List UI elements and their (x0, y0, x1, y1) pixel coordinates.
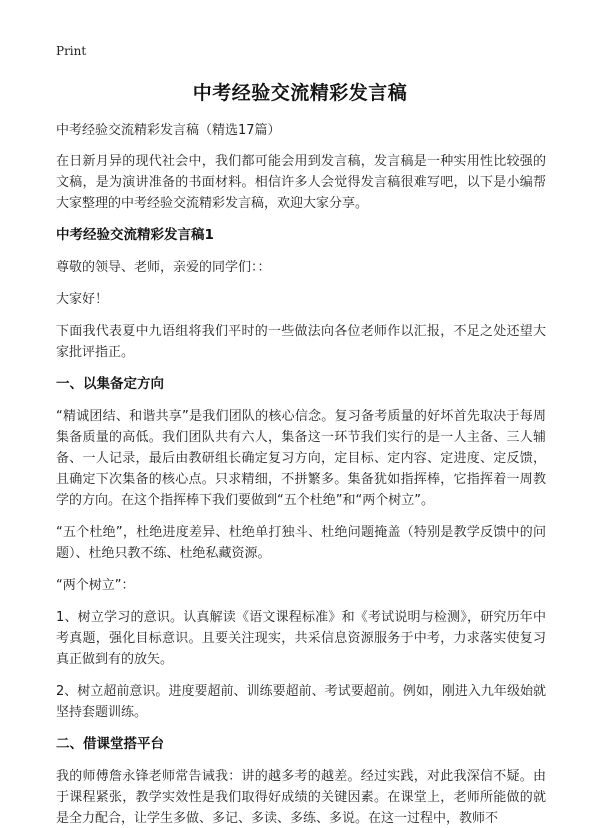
intro-paragraph: 在日新月异的现代社会中，我们都可能会用到发言稿，发言稿是一种实用性比较强的文稿，是为演讲准备的书面材料。相信许多人会觉得发言稿很难写吧，以下是小编帮大家整理的中考经验交流精彩发言稿，欢迎大家分享。 (56, 154, 546, 211)
page-title: 中考经验交流精彩发言稿 (192, 82, 408, 104)
section-heading: 二、借课堂搭平台 (56, 736, 164, 752)
section2-paragraph: 我的师傅詹永锋老师常告诫我：讲的越多考的越差。经过实践，对此我深信不疑。由于课程紧张，教学实效性是我们取得好成绩的关键因素。在课堂上，老师所能做的就是全力配合，让学生多做、多记、多读、多练、多说。在这一过程中，教师不 (56, 769, 546, 826)
article-heading: 中考经验交流精彩发言稿1 (56, 227, 214, 243)
greeting-paragraph: 尊敬的领导、老师，亲爱的同学们：： (56, 260, 271, 275)
article-subtitle: 中考经验交流精彩发言稿（精选17篇） (56, 123, 281, 138)
article-body (56, 120, 546, 828)
section1-paragraph: 1、树立学习的意识。认真解读《语文课程标准》和《考试说明与检测》，研究历年中考真题，强化目标意识。且要关注现实，共采信息资源服务于中考，力求落实使复习真正做到有的放矢。 (56, 610, 546, 667)
section1-paragraph: “两个树立”： (56, 578, 135, 593)
section1-paragraph: 2、树立超前意识。进度要超前、训练要超前、考试要超前。例如，刚进入九年级始就坚持套题训练。 (56, 684, 546, 720)
opening-paragraph: 下面我代表夏中九语组将我们平时的一些做法向各位老师作以汇报，不足之处还望大家批评指正。 (56, 324, 546, 360)
print-link[interactable]: Print (56, 44, 87, 58)
section-heading: 一、以集备定方向 (56, 376, 164, 392)
section1-paragraph: “精诚团结、和谐共享”是我们团队的核心信念。复习备考质量的好坏首先取决于每周集备质量的高低。我们团队共有六人，集备这一环节我们实行的是一人主备、三人辅备、一人记录，最后由教研组长确定复习方向，定目标、定内容、定进度、定反馈，且确定下次集备的核心点。只求精细，不拼繁多。集备犹如指挥棒，它指挥着一周教学的方向。在这个指挥棒下我们要做到“五个杜绝”和“两个树立”。 (56, 409, 546, 508)
section1-paragraph: “五个杜绝”，杜绝进度差异、杜绝单打独斗、杜绝问题掩盖（特别是教学反馈中的问题）、杜绝只教不练、杜绝私藏资源。 (56, 525, 546, 561)
hello-paragraph: 大家好！ (56, 292, 109, 307)
